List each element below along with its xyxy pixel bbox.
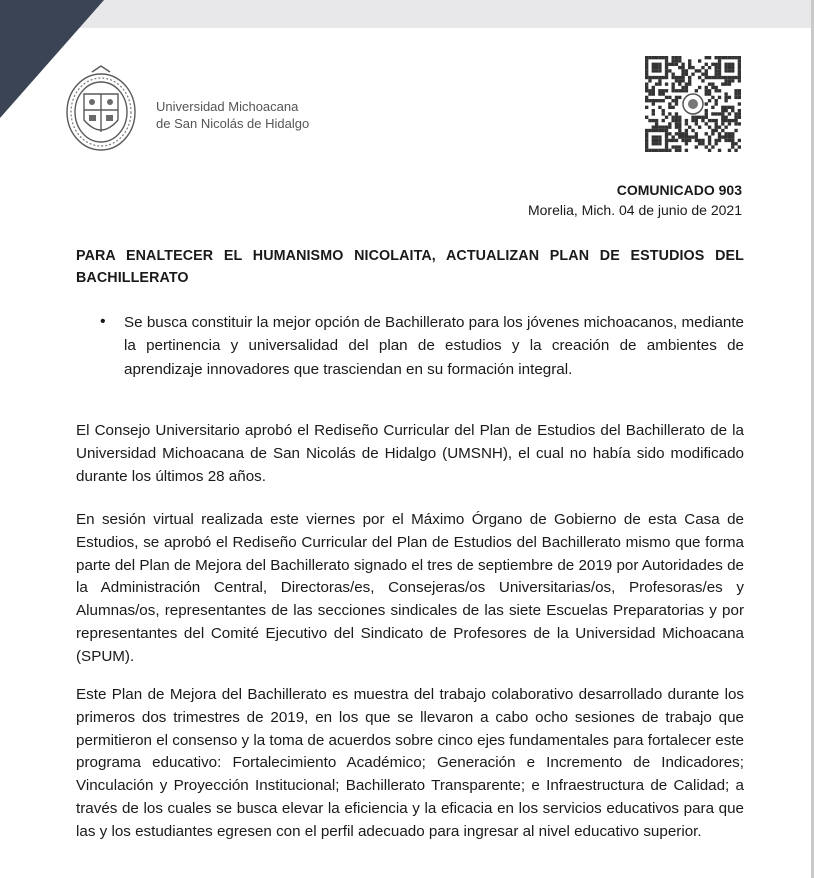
summary-bullet: Se busca constituir la mejor opción de Bachillerato para los jóvenes michoacanos, mediante la pertinencia y universalidad del plan de estudios y la creación de ambientes de aprendizaje innovadores que trasciendan en su formación integral. [124, 314, 744, 378]
paragraph: Este Plan de Mejora del Bachillerato es muestra del trabajo colaborativo desarrollado durante los primeros dos trimestres de 2019, en los que se llevaron a cabo ocho sesiones de trabajo que permitieron el consenso y la toma de acuerdos sobre cinco ejes fundamentales para fortalecer este programa educativo: Fortalecimiento Académico; Generación e Incremento de Indicadores; Vinculación y Proyección Institucional; Bachillerato Transparente; e Infraestructura de Calidad; a través de los cuales se busca elevar la eficiencia y la eficacia en los servicios educativos para que las y los estudiantes egresen con el perfil adecuado para ingresar al nivel educativo superior. [76, 686, 744, 840]
paragraph: En sesión virtual realizada este viernes por el Máximo Órgano de Gobierno de esta Casa de Estudios, se aprobó el Rediseño Curricular del Plan de Estudios del Bachillerato mismo que forma parte del Plan de Mejora del Bachillerato signado el tres de septiembre de 2019 por Autoridades de la Administración Central, Directoras/es, Consejeras/os Universitarias/os, Profesoras/es y Alumnas/os, representantes de las secciones sindicales de las siete Escuelas Preparatorias y por representantes del Comité Ejecutivo del Sindicato de Profesores de la Universidad Michoacana (SPUM). [76, 511, 744, 665]
header-band [0, 0, 814, 28]
paragraph: El Consejo Universitario aprobó el Rediseño Curricular del Plan de Estudios del Bachillerato de la Universidad Michoacana de San Nicolás de Hidalgo (UMSNH), el cual no había sido modificado durante los últimos 28 años. [76, 422, 744, 485]
bullet-icon: • [100, 313, 106, 330]
university-name-line1: Universidad Michoacana [156, 99, 299, 114]
release-number: COMUNICADO 903 [616, 182, 742, 198]
university-seal-icon [62, 64, 140, 156]
university-name [156, 98, 309, 132]
headline: PARA ENALTECER EL HUMANISMO NICOLAITA, ACTUALIZAN PLAN DE ESTUDIOS DEL BACHILLERATO [76, 248, 744, 286]
qr-code-icon [645, 56, 741, 152]
university-name-line2: de San Nicolás de Hidalgo [156, 116, 310, 131]
release-date: Morelia, Mich. 04 de junio de 2021 [527, 202, 742, 218]
